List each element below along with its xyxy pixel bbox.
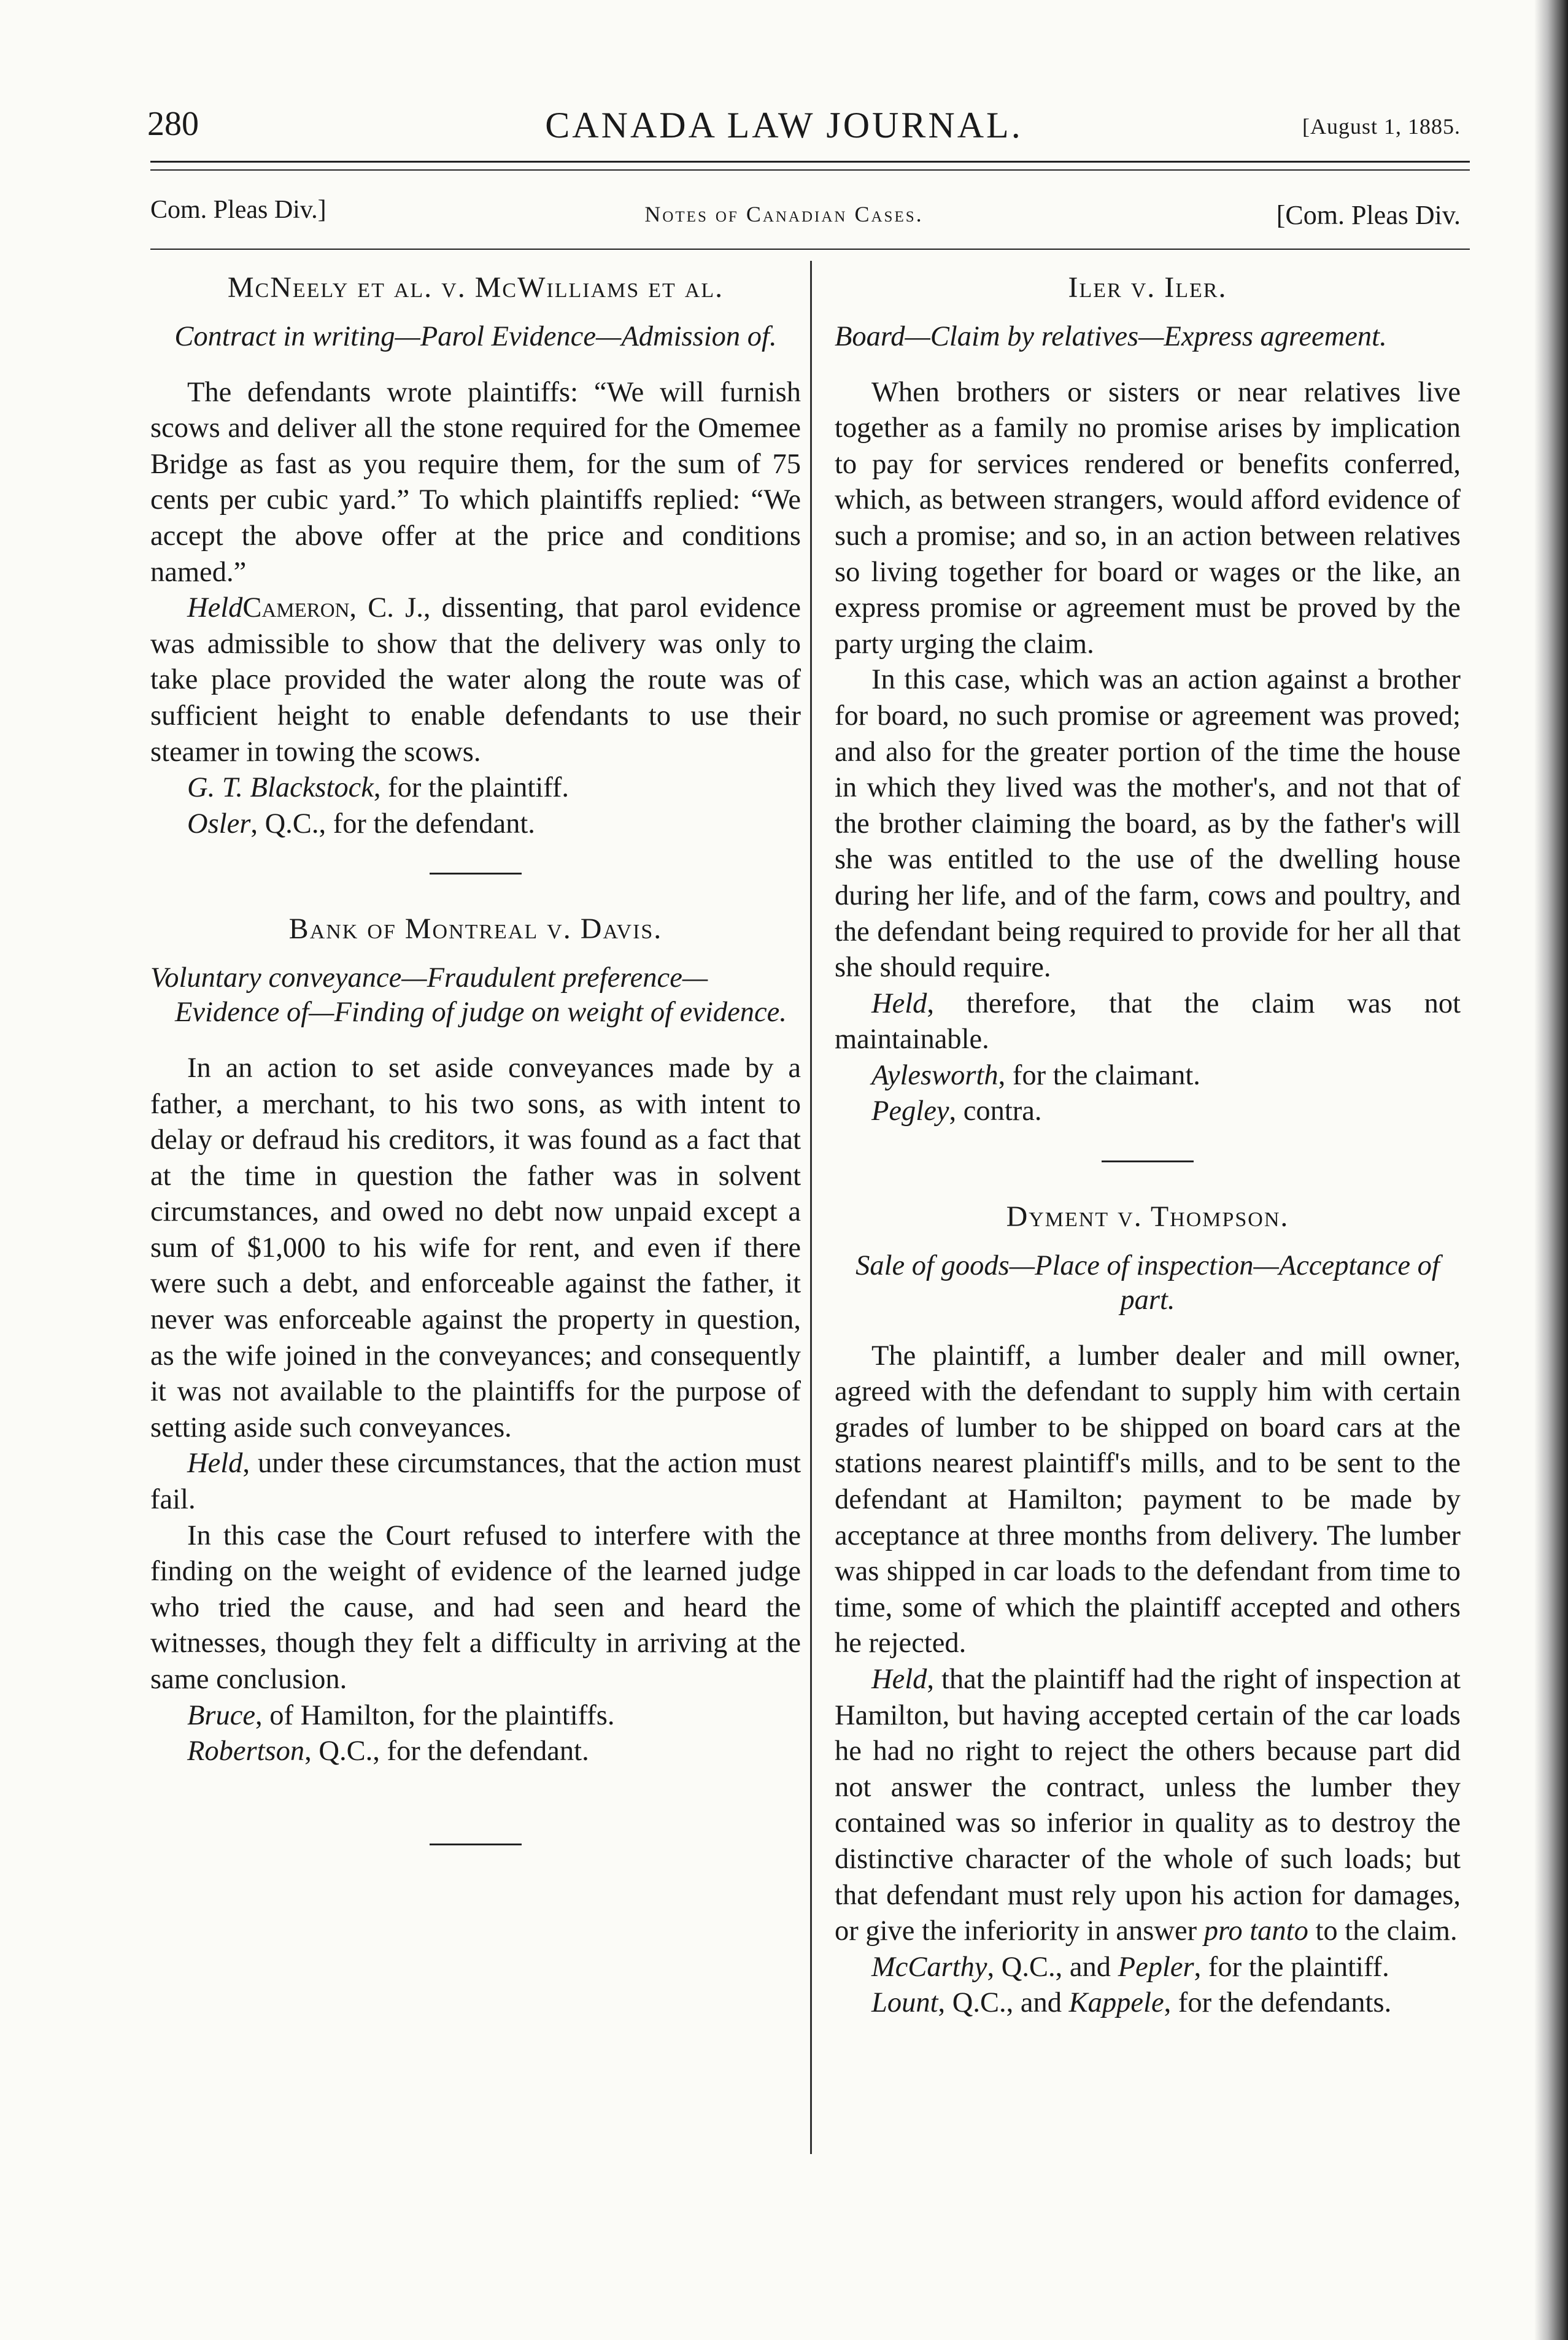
right-column xyxy=(835,270,1461,2021)
case-paragraph: In this case the Court refused to interfere with the finding on the weight of evidence of the learned judge who tried the cause, and had seen and heard the witnesses, though they felt a difficulty in arriving at the same conclusion. xyxy=(150,1519,801,1695)
page-binding-edge xyxy=(1534,0,1568,2340)
case-holding: HeldCameron, C. J., dissenting, that parol evidence was admissible to show that the delivery was only to take place provided the water along the route was of sufficient height to enable defendants to use their steamer in towing the scows. xyxy=(150,592,801,768)
case-holding: Held, that the plaintiff had the right of inspection at Hamilton, but having accepted certain of the car loads he had no right to reject the others because part did not answer the contract, unless the lumber they contained was so inferior in quality as to destroy the distinctive character of the whole of such loads; but that defendant must rely upon his action for damages, or give the inferiority in answer pro tanto to the claim. xyxy=(835,1664,1461,1947)
subheader-rule xyxy=(150,249,1470,250)
case-mcneely xyxy=(150,270,801,842)
case-title: Dyment v. Thompson. xyxy=(1006,1200,1289,1234)
section-title: Notes of Canadian Cases. xyxy=(644,202,924,226)
case-paragraph: The defendants wrote plaintiffs: “We will furnish scows and deliver all the stone required for the Omemee Bridge as fast as you require them, for the sum of 75 cents per cubic yard.” To which plaintiffs replied: “We accept the above offer at the price and conditions named.” xyxy=(150,376,801,588)
issue-date: [August 1, 1885. xyxy=(1302,114,1461,139)
counsel-line: Bruce, of Hamilton, for the plaintiffs. xyxy=(187,1699,615,1731)
case-paragraph: The plaintiff, a lumber dealer and mill owner, agreed with the defendant to supply him with certain grades of lumber to be shipped on board cars at the stations nearest plaintiff's mills, and to be sent to the defendant at Hamilton; payment to be made by acceptance at three months from delivery. The lumber was shipped in car loads to the defendant from time to time, some of which the plaintiff accepted and others he rejected. xyxy=(835,1340,1461,1659)
journal-title: CANADA LAW JOURNAL. xyxy=(545,105,1023,145)
counsel-line: G. T. Blackstock, for the plaintiff. xyxy=(187,772,569,804)
case-syllabus: Sale of goods—Place of inspection—Acceptance of part. xyxy=(855,1249,1440,1316)
counsel-line: Robertson, Q.C., for the defendant. xyxy=(187,1736,589,1767)
case-paragraph: When brothers or sisters or near relatives live together as a family no promise arises by implication to pay for services rendered or benefits conferred, which, as between strangers, would afford evidence of such a promise; and so, in an action between relatives so living together for board or wages or the like, an express promise or agreement must be proved by the party urging the claim. xyxy=(835,376,1461,660)
case-separator xyxy=(1102,1160,1194,1162)
counsel-line: Osler, Q.C., for the defendant. xyxy=(187,808,535,840)
header-rule-bottom xyxy=(150,169,1470,171)
left-column xyxy=(150,270,801,1882)
case-syllabus: Contract in writing—Parol Evidence—Admission of. xyxy=(174,320,777,352)
case-syllabus: Voluntary conveyance—Fraudulent preference—Evidence of—Finding of judge on weight of evidence. xyxy=(150,962,787,1028)
case-paragraph: In an action to set aside conveyances made by a father, a merchant, to his two sons, as with intent to delay or defraud his creditors, it was found as a fact that at the time in question the father was in solvent circumstances, and owed no debt now unpaid except a sum of $1,000 to his wife for rent, and even if there were such a debt, and enforceable against the father, it never was enforceable against the property in question, as the wife joined in the conveyances; and consequently it was not available to the plaintiffs for the purpose of setting aside such conveyances. xyxy=(150,1052,801,1443)
case-separator xyxy=(430,1844,522,1845)
case-iler xyxy=(835,270,1461,1130)
counsel-line: McCarthy, Q.C., and Pepler, for the plaintiff. xyxy=(871,1951,1389,1983)
case-title: Bank of Montreal v. Davis. xyxy=(288,913,663,946)
case-separator xyxy=(430,873,522,875)
case-syllabus: Board—Claim by relatives—Express agreement. xyxy=(835,320,1387,352)
counsel-line: Lount, Q.C., and Kappele, for the defendants. xyxy=(871,1987,1392,2019)
division-left: Com. Pleas Div.] xyxy=(150,196,326,224)
case-holding: Held, therefore, that the claim was not maintainable. xyxy=(835,987,1461,1056)
case-dyment xyxy=(835,1199,1461,2021)
case-title: McNeely et al. v. McWilliams et al. xyxy=(227,271,724,304)
column-divider xyxy=(810,261,812,2154)
division-right: [Com. Pleas Div. xyxy=(1276,200,1461,230)
header-rule-top xyxy=(150,161,1470,163)
case-holding: Held, under these circumstances, that the action must fail. xyxy=(150,1448,801,1516)
counsel-line: Aylesworth, for the claimant. xyxy=(871,1059,1200,1091)
case-title: Iler v. Iler. xyxy=(1068,271,1227,304)
case-bank-of-montreal xyxy=(150,911,801,1769)
counsel-line: Pegley, contra. xyxy=(871,1095,1042,1127)
page-number: 280 xyxy=(147,105,199,143)
case-paragraph: In this case, which was an action against a brother for board, no such promise or agreement was proved; and also for the greater portion of the time the house in which they lived was the mother's, and not that of the brother claiming the board, as by the father's will she was entitled to the use of the dwelling house during her life, and of the farm, cows and poultry, and the defendant being required to provide for her all that she should require. xyxy=(835,664,1461,984)
